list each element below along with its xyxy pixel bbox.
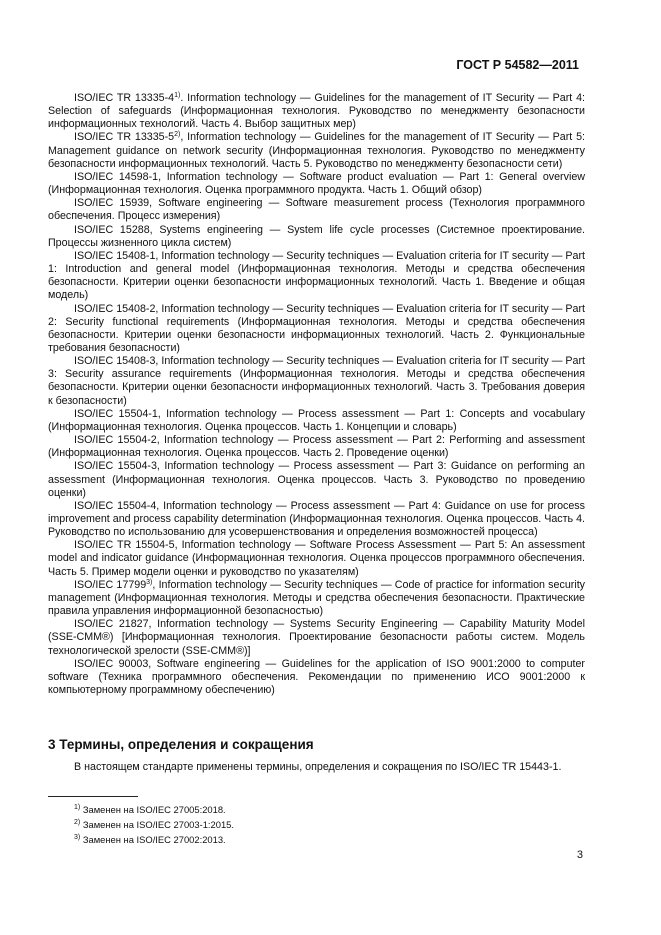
reference-item: ISO/IEC 90003, Software engineering — Guidelines for the application of ISO 9001:2000 to computer software (Техника программного обеспечения. Рекомендации по применению ИСО 9001:2000 к компьютерному программному обеспечению) (48, 657, 585, 697)
reference-item: ISO/IEC 15504-1, Information technology — Process assessment — Part 1: Concepts and vocabulary (Информационная технология. Оценка процессов. Часть 1. Концепции и словарь) (48, 407, 585, 433)
reference-item: ISO/IEC 17799$^{3)}$, Information technology — Security techniques — Code of practice for information security management (Информационная технология. Методы и средства обеспечения безопасности. Практические правила управления информационной безопасностью) (48, 578, 586, 618)
reference-item: ISO/IEC 15504-4, Information technology — Process assessment — Part 4: Guidance on use for process improvement and process capability determination (Информационная технология. Оценка процессов. Часть 4. Руководство по использованию для усовершенствования и определения возможностей процесса) (48, 499, 585, 539)
footnote: $^{3)}$ Заменен на ISO/IEC 27002:2013. (74, 834, 226, 845)
footnote-divider (48, 796, 138, 797)
reference-item: ISO/IEC 21827, Information technology — Systems Security Engineering — Capability Maturity Model (SSE-CMM®) [Информационная технология. Проектирование безопасности работы систем. Модель технологической зрелости (SSE-CMM®)] (48, 618, 585, 657)
footnote: $^{2)}$ Заменен на ISO/IEC 27003-1:2015. (74, 819, 235, 830)
reference-item: ISO/IEC 15939, Software engineering — Software measurement process (Технология программного обеспечения. Процесс измерения) (48, 197, 585, 223)
references-list (48, 92, 585, 697)
reference-item: ISO/IEC TR 13335-5$^{2)}$, Information technology — Guidelines for the management of IT Security — Part 5: Management guidance on network security (Информационная технология. Руководство по менеджменту безопасности информационных технологий. Часть 5. Руководство по менеджменту безопасности сети) (48, 131, 585, 170)
section-body: В настоящем стандарте применены термины, определения и сокращения по ISO/IEC TR 15443-1. (74, 761, 562, 773)
reference-item: ISO/IEC 14598-1, Information technology — Software product evaluation — Part 1: General overview (Информационная технология. Оценка программного продукта. Часть 1. Общий обзор) (48, 170, 585, 197)
footnote: $^{1)}$ Заменен на ISO/IEC 27005:2018. (74, 804, 226, 815)
page-number: 3 (576, 849, 583, 861)
reference-item: ISO/IEC 15408-3, Information technology — Security techniques — Evaluation criteria for IT security — Part 3: Security assurance requirements (Информационная технология. Методы и средства обеспечения безопасности. Критерии оценки безопасности информационных технологий. Часть 3. Требования доверия к безопасности) (48, 355, 585, 407)
reference-item: ISO/IEC 15408-1, Information technology — Security techniques — Evaluation criteria for IT security — Part 1: Introduction and general model (Информационная технология. Методы и средства обеспечения безопасности. Критерии оценки безопасности информационных технологий. Часть 1. Введение и общая модель) (48, 249, 585, 302)
footnotes (74, 802, 234, 847)
reference-item: ISO/IEC 15288, Systems engineering — System life cycle processes (Системное проектирование. Процессы жизненного цикла систем) (48, 223, 585, 249)
reference-item: ISO/IEC 15504-3, Information technology — Process assessment — Part 3: Guidance on performing an assessment (Информационная технология. Оценка процессов. Часть 3. Руководство по проведению оценки) (48, 460, 585, 499)
reference-item: ISO/IEC TR 15504-5, Information technology — Software Process Assessment — Part 5: An assessment model and indicator guidance (Информационная технология. Оценка процессов программного обеспечения. Часть 5. Пример модели оценки и руководство по указателям) (48, 539, 585, 578)
standard-header: ГОСТ Р 54582—2011 (456, 58, 579, 72)
reference-item: ISO/IEC TR 13335-4$^{1)}$. Information technology — Guidelines for the management of IT Security — Part 4: Selection of safeguards (Информационная технология. Руководство по менеджменту безопасности информационных технологий. Часть 4. Выбор защитных мер) (48, 92, 585, 131)
reference-item: ISO/IEC 15504-2, Information technology — Process assessment — Part 2: Performing and assessment (Информационная технология. Оценка процессов. Часть 2. Проведение оценки) (48, 434, 585, 460)
reference-item: ISO/IEC 15408-2, Information technology — Security techniques — Evaluation criteria for IT security — Part 2: Security functional requirements (Информационная технология. Методы и средства обеспечения безопасности. Критерии оценки безопасности информационных технологий. Часть 2. Функциональные требования безопасности) (48, 302, 585, 354)
section-title: 3 Термины, определения и сокращения (48, 737, 314, 752)
